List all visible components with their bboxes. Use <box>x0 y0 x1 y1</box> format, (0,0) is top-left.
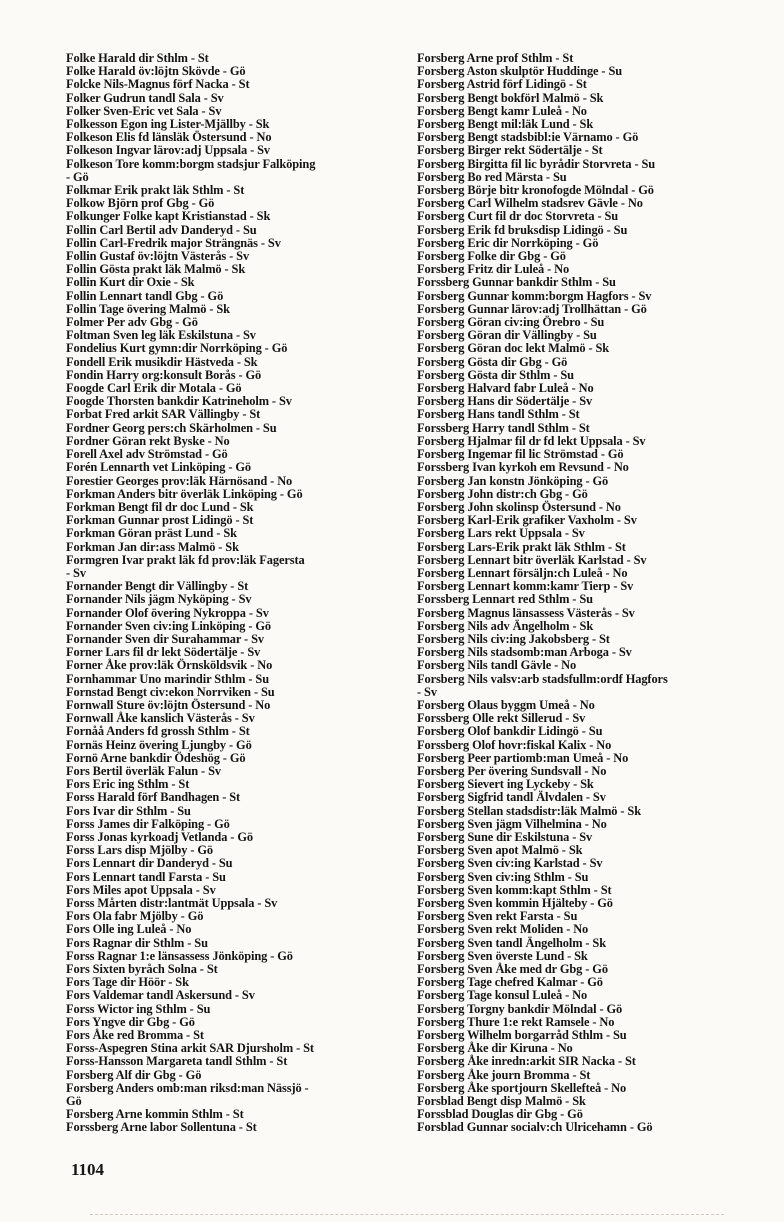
directory-entry: Fors Ragnar dir Sthlm - Su <box>66 935 208 950</box>
directory-entry: Forsberg Hans dir Södertälje - Sv <box>417 394 593 409</box>
directory-entry: Forkman Anders bitr överläk Linköping - Gö <box>66 486 303 501</box>
directory-entry: Fordner Göran rekt Byske - No <box>66 433 230 448</box>
directory-entry: Forsberg Thure 1:e rekt Ramsele - No <box>417 1014 615 1029</box>
directory-entry: Fornander Olof övering Nykroppa - Sv <box>66 605 269 620</box>
directory-entry: Forsberg Sigfrid tandl Älvdalen - Sv <box>417 790 606 805</box>
directory-entry: Forsberg Hjalmar fil dr fd lekt Uppsala - Sv <box>417 433 646 448</box>
directory-entry: Folcke Nils-Magnus förf Nacka - St <box>66 77 250 92</box>
directory-entry: Forsberg Magnus länsassess Västerås - Sv <box>417 605 635 620</box>
directory-entry: Fordner Georg pers:ch Skärholmen - Su <box>66 420 277 435</box>
directory-entry: Folkeson Ingvar lärov:adj Uppsala - Sv <box>66 143 271 158</box>
directory-entry: Folkmar Erik prakt läk Sthlm - St <box>66 183 245 198</box>
directory-entry: Foltman Sven leg läk Eskilstuna - Sv <box>66 328 256 343</box>
directory-entry: Fornstad Bengt civ:ekon Norrviken - Su <box>66 684 275 699</box>
directory-entry: Forsberg Curt fil dr doc Storvreta - Su <box>417 209 619 224</box>
directory-entry: Forsberg Lars rekt Uppsala - Sv <box>417 526 585 541</box>
directory-entry: Forsberg Bengt mil:läk Lund - Sk <box>417 117 594 132</box>
bottom-divider <box>90 1214 724 1216</box>
directory-entry: Fors Eric ing Sthlm - St <box>66 777 190 792</box>
directory-entry: Forsberg Arne kommin Sthlm - St <box>66 1107 244 1122</box>
directory-entry: Forsberg Birgitta fil lic byrådir Storvreta - Su <box>417 156 656 171</box>
directory-entry: Forsberg Wilhelm borgarråd Sthlm - Su <box>417 1028 627 1043</box>
directory-entry: Forsberg Peer partiomb:man Umeå - No <box>417 750 629 765</box>
directory-entry: Folkow Björn prof Gbg - Gö <box>66 196 215 211</box>
directory-entry: Forss Jonas kyrkoadj Vetlanda - Gö <box>66 829 253 844</box>
directory-entry: Forsberg Nils valsv:arb stadsfullm:ordf Hagfors <box>417 671 668 686</box>
directory-entry: Folker Sven-Eric vet Sala - Sv <box>66 103 222 118</box>
directory-entry: Forkman Jan dir:ass Malmö - Sk <box>66 539 239 554</box>
directory-entry: Forssberg Olof hovr:fiskal Kalix - No <box>417 737 612 752</box>
directory-entry: Follin Gösta prakt läk Malmö - Sk <box>66 262 246 277</box>
directory-entry: Forsberg Nils adv Ängelholm - Sk <box>417 618 594 633</box>
directory-entry: Forsberg Tage chefred Kalmar - Gö <box>417 975 603 990</box>
directory-entry: Formgren Ivar prakt läk fd prov:läk Fagersta <box>66 552 305 567</box>
directory-entry: Forsberg Karl-Erik grafiker Vaxholm - Sv <box>417 513 637 528</box>
directory-entry: Forssberg Lennart red Sthlm - Su <box>417 592 593 607</box>
directory-entry: Folmer Per adv Gbg - Gö <box>66 315 198 330</box>
directory-entry: Fornäs Heinz övering Ljungby - Gö <box>66 737 252 752</box>
directory-entry: Forsberg Göran dir Vällingby - Su <box>417 328 597 343</box>
directory-entry: Forsberg Torgny bankdir Mölndal - Gö <box>417 1001 623 1016</box>
directory-entry: Forén Lennarth vet Linköping - Gö <box>66 460 251 475</box>
directory-entry: Forsberg John distr:ch Gbg - Gö <box>417 486 588 501</box>
right-column <box>417 52 773 1135</box>
directory-entry: Folke Harald dir Sthlm - St <box>66 51 209 65</box>
directory-entry: Forssblad Douglas dir Gbg - Gö <box>417 1107 583 1122</box>
directory-entry: Forsberg Sievert ing Lyckeby - Sk <box>417 777 594 792</box>
directory-entry: Fornander Bengt dir Vällingby - St <box>66 579 249 594</box>
directory-entry: Forsberg Bengt bokförl Malmö - Sk <box>417 90 604 105</box>
directory-entry: Fornwall Sture öv:löjtn Östersund - No <box>66 697 271 712</box>
directory-entry: Forsberg Nils tandl Gävle - No <box>417 658 577 673</box>
directory-entry: Fors Yngve dir Gbg - Gö <box>66 1014 195 1029</box>
directory-entry: Fors Miles apot Uppsala - Sv <box>66 882 216 897</box>
directory-entry: Forsberg Sven rekt Moliden - No <box>417 922 589 937</box>
directory-entry: - Sv <box>417 684 437 699</box>
directory-entry: Forssberg Ivan kyrkoh em Revsund - No <box>417 460 629 475</box>
directory-entry: Forsberg Sven jägm Vilhelmina - No <box>417 816 607 831</box>
directory-entry: Fors Ivar dir Sthlm - Su <box>66 803 191 818</box>
directory-entry: Forsberg Sven överste Lund - Sk <box>417 948 588 963</box>
directory-entry: Forsberg Halvard fabr Luleå - No <box>417 381 594 396</box>
directory-entry: Fors Olle ing Luleå - No <box>66 922 192 937</box>
directory-entry: Folker Gudrun tandl Sala - Sv <box>66 90 224 105</box>
directory-entry: Foogde Carl Erik dir Motala - Gö <box>66 381 242 396</box>
directory-entry: Folkunger Folke kapt Kristianstad - Sk <box>66 209 271 224</box>
directory-entry: Forsberg Sven civ:ing Sthlm - Su <box>417 869 589 884</box>
directory-entry: Follin Kurt dir Oxie - Sk <box>66 275 195 290</box>
directory-entry: Forsberg Anders omb:man riksd:man Nässjö - <box>66 1080 309 1095</box>
directory-entry: Forsberg Aston skulptör Huddinge - Su <box>417 64 623 79</box>
directory-entry: Fornö Arne bankdir Ödeshög - Gö <box>66 750 246 765</box>
directory-entry: - Sv <box>66 565 86 580</box>
directory-entry: Fondin Harry org:konsult Borås - Gö <box>66 367 262 382</box>
directory-entry: Fornhammar Uno marindir Sthlm - Su <box>66 671 270 686</box>
directory-entry: Forkman Göran präst Lund - Sk <box>66 526 237 541</box>
directory-entry: Forsberg Carl Wilhelm stadsrev Gävle - No <box>417 196 643 211</box>
directory-entry: Forssberg Olle rekt Sillerud - Sv <box>417 711 586 726</box>
directory-entry: Forsberg Sven Åke med dr Gbg - Gö <box>417 962 608 977</box>
directory-entry: - Gö <box>66 169 89 184</box>
directory-entry: Forss Lars disp Mjölby - Gö <box>66 843 214 858</box>
directory-entry: Forssberg Harry tandl Sthlm - St <box>417 420 590 435</box>
directory-entry: Forsberg Olof bankdir Lidingö - Su <box>417 724 603 739</box>
directory-entry: Forsberg Sven komm:kapt Sthlm - St <box>417 882 612 897</box>
directory-entry: Forsberg Gunnar lärov:adj Trollhättan - Gö <box>417 301 647 316</box>
directory-entry: Fors Valdemar tandl Askersund - Sv <box>66 988 255 1003</box>
directory-entry: Forssberg Arne labor Sollentuna - St <box>66 1120 257 1135</box>
directory-entry: Forsberg Erik fd bruksdisp Lidingö - Su <box>417 222 628 237</box>
directory-entry: Forsberg Bo red Märsta - Su <box>417 169 567 184</box>
directory-entry: Forsberg Stellan stadsdistr:läk Malmö - Sk <box>417 803 641 818</box>
directory-entry: Forss Ragnar 1:e länsassess Jönköping - Gö <box>66 948 293 963</box>
directory-entry: Forsberg Alf dir Gbg - Gö <box>66 1067 202 1082</box>
directory-entry: Forsberg Sven tandl Ängelholm - Sk <box>417 935 607 950</box>
directory-entry: Forsblad Bengt disp Malmö - Sk <box>417 1094 586 1109</box>
directory-entry: Forsberg Jan konstn Jönköping - Gö <box>417 473 609 488</box>
directory-entry: Foogde Thorsten bankdir Katrineholm - Sv <box>66 394 292 409</box>
directory-entry: Forsberg John skolinsp Östersund - No <box>417 499 621 514</box>
directory-entry: Forsberg Fritz dir Luleå - No <box>417 262 570 277</box>
directory-entry: Fornander Sven civ:ing Linköping - Gö <box>66 618 272 633</box>
directory-entry: Forsberg Nils stadsomb:man Arboga - Sv <box>417 645 632 660</box>
directory-entry: Forsberg Bengt stadsbibl:ie Värnamo - Gö <box>417 130 639 145</box>
directory-entry: Forsberg Sven kommin Hjälteby - Gö <box>417 896 613 910</box>
directory-entry: Fornander Nils jägm Nyköping - Sv <box>66 592 252 607</box>
directory-entry: Forsberg Sune dir Eskilstuna - Sv <box>417 829 593 844</box>
directory-entry: Fornåå Anders fd grossh Sthlm - St <box>66 724 250 739</box>
directory-entry: Forsberg Lennart bitr överläk Karlstad - Sv <box>417 552 647 567</box>
directory-entry: Forss-Aspegren Stina arkit SAR Djursholm - St <box>66 1041 314 1056</box>
directory-entry: Forsberg Göran doc lekt Malmö - Sk <box>417 341 610 356</box>
directory-entry: Forsberg Åke inredn:arkit SIR Nacka - St <box>417 1054 636 1069</box>
directory-entry: Forsberg Birger rekt Södertälje - St <box>417 143 603 158</box>
directory-entry: Forsberg Arne prof Sthlm - St <box>417 51 574 65</box>
directory-entry: Follin Lennart tandl Gbg - Gö <box>66 288 224 303</box>
directory-entry: Forsberg Eric dir Norrköping - Gö <box>417 235 599 250</box>
directory-entry: Forsberg Per övering Sundsvall - No <box>417 763 607 778</box>
directory-entry: Fornwall Åke kanslich Västerås - Sv <box>66 711 255 726</box>
directory-entry: Forsberg Nils civ:ing Jakobsberg - St <box>417 631 610 646</box>
directory-entry: Fors Tage dir Höör - Sk <box>66 975 189 990</box>
directory-entry: Fors Åke red Bromma - St <box>66 1028 204 1043</box>
directory-entry: Forssberg Gunnar bankdir Sthlm - Su <box>417 275 616 290</box>
directory-entry: Forsberg Gunnar komm:borgm Hagfors - Sv <box>417 288 652 303</box>
directory-entry: Gö <box>66 1094 82 1109</box>
directory-entry: Forss Mårten distr:lantmät Uppsala - Sv <box>66 896 278 910</box>
directory-entry: Forner Åke prov:läk Örnsköldsvik - No <box>66 658 273 673</box>
directory-entry: Fornander Sven dir Surahammar - Sv <box>66 631 264 646</box>
directory-entry: Folkesson Egon ing Lister-Mjällby - Sk <box>66 117 270 132</box>
directory-entry: Forsberg Göran civ:ing Örebro - Su <box>417 315 605 330</box>
directory-entry: Fors Ola fabr Mjölby - Gö <box>66 909 204 924</box>
directory-entry: Forestier Georges prov:läk Härnösand - No <box>66 473 293 488</box>
directory-entry: Forsblad Gunnar socialv:ch Ulricehamn - Gö <box>417 1120 653 1135</box>
directory-entry: Fondell Erik musikdir Hästveda - Sk <box>66 354 258 369</box>
directory-entry: Forsberg Hans tandl Sthlm - St <box>417 407 580 422</box>
directory-entry: Follin Carl-Fredrik major Strängnäs - Sv <box>66 235 281 250</box>
directory-entry: Fors Bertil överläk Falun - Sv <box>66 763 221 778</box>
directory-entry: Forss James dir Falköping - Gö <box>66 816 230 831</box>
page-number: 1104 <box>71 1160 105 1179</box>
directory-entry: Folke Harald öv:löjtn Skövde - Gö <box>66 64 246 79</box>
left-column <box>66 52 408 1135</box>
directory-entry: Forsberg Sven rekt Farsta - Su <box>417 909 578 924</box>
directory-entry: Forsberg Tage konsul Luleå - No <box>417 988 588 1003</box>
directory-entry: Forner Lars fil dr lekt Södertälje - Sv <box>66 645 261 660</box>
directory-entry: Forsberg Åke sportjourn Skellefteå - No <box>417 1080 627 1095</box>
directory-entry: Forbat Fred arkit SAR Vällingby - St <box>66 407 261 422</box>
directory-entry: Forsberg Olaus byggm Umeå - No <box>417 697 595 712</box>
directory-entry: Forsberg Gösta dir Gbg - Gö <box>417 354 568 369</box>
directory-entry: Forsberg Ingemar fil lic Strömstad - Gö <box>417 447 624 462</box>
directory-entry: Forsberg Lennart komm:kamr Tierp - Sv <box>417 579 634 594</box>
directory-entry: Forsberg Åke dir Kiruna - No <box>417 1041 573 1056</box>
directory-entry: Forsberg Folke dir Gbg - Gö <box>417 249 566 264</box>
directory-entry: Fors Sixten byråch Solna - St <box>66 962 218 977</box>
directory-entry: Forsberg Astrid förf Lidingö - St <box>417 77 587 92</box>
directory-entry: Forsberg Åke journ Bromma - St <box>417 1067 591 1082</box>
directory-entry: Follin Carl Bertil adv Danderyd - Su <box>66 222 257 237</box>
directory-entry: Forsberg Lars-Erik prakt läk Sthlm - St <box>417 539 626 554</box>
directory-entry: Forsberg Börje bitr kronofogde Mölndal - Gö <box>417 183 654 198</box>
directory-entry: Forsberg Bengt kamr Luleå - No <box>417 103 587 118</box>
directory-entry: Follin Gustaf öv:löjtn Västerås - Sv <box>66 249 250 264</box>
directory-entry: Forkman Bengt fil dr doc Lund - Sk <box>66 499 254 514</box>
directory-entry: Forss Wictor ing Sthlm - Su <box>66 1001 211 1016</box>
directory-entry: Follin Tage övering Malmö - Sk <box>66 301 230 316</box>
directory-entry: Fondelius Kurt gymn:dir Norrköping - Gö <box>66 341 288 356</box>
directory-entry: Folkeson Elis fd länsläk Östersund - No <box>66 130 272 145</box>
directory-entry: Fors Lennart dir Danderyd - Su <box>66 856 233 871</box>
directory-entry: Forsberg Sven civ:ing Karlstad - Sv <box>417 856 603 871</box>
directory-entry: Fors Lennart tandl Farsta - Su <box>66 869 226 884</box>
directory-entry: Forsberg Lennart försäljn:ch Luleå - No <box>417 565 628 580</box>
directory-entry: Folkeson Tore komm:borgm stadsjur Falköping <box>66 156 316 171</box>
directory-entry: Forss Harald förf Bandhagen - St <box>66 790 241 805</box>
directory-entry: Forsberg Sven apot Malmö - Sk <box>417 843 583 858</box>
directory-entry: Forkman Gunnar prost Lidingö - St <box>66 513 254 528</box>
directory-entry: Forss-Hansson Margareta tandl Sthlm - St <box>66 1054 288 1069</box>
directory-entry: Forell Axel adv Strömstad - Gö <box>66 447 228 462</box>
directory-entry: Forsberg Gösta dir Sthlm - Su <box>417 367 574 382</box>
